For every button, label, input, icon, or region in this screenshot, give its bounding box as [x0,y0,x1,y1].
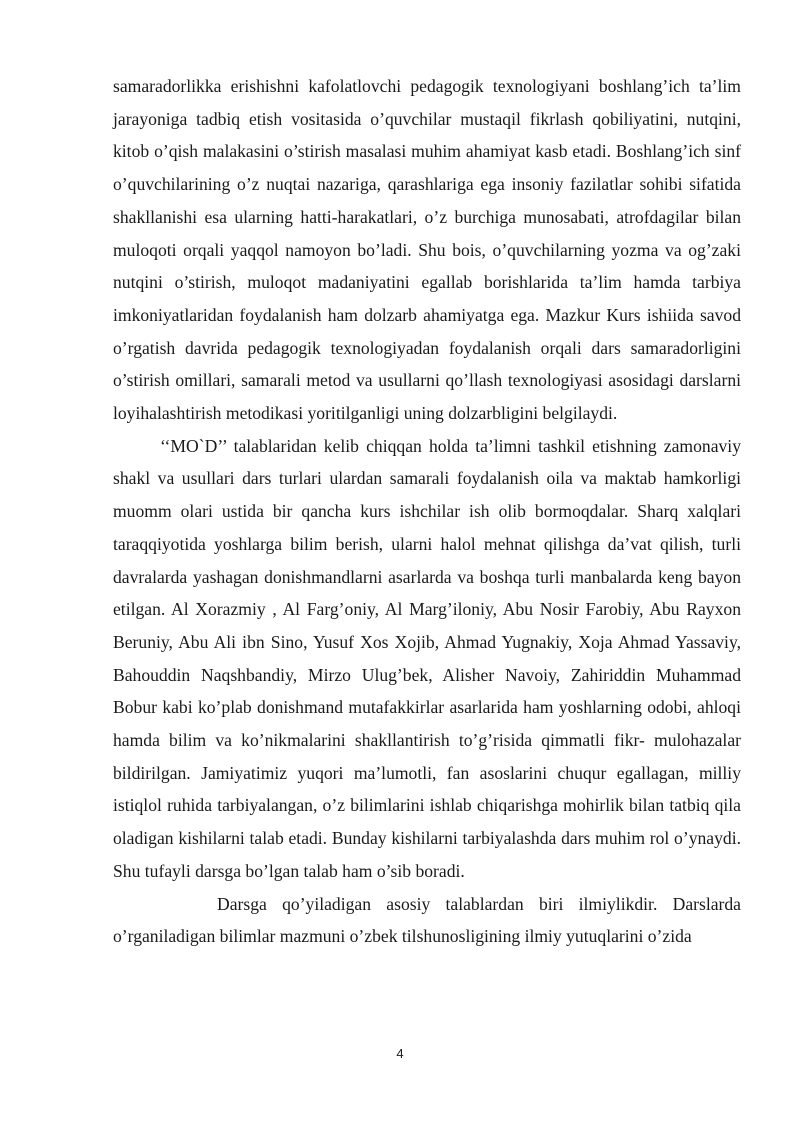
document-body [113,70,741,953]
paragraph-lesson-requirements: Darsga qo’yiladigan asosiy talablardan biri ilmiylikdir. Darslarda o’rganiladigan bilimlar mazmuni o’zbek tilshunosligining ilmiy yutuqlarini o’zida [113,893,741,947]
page-number: 4 [396,1046,404,1061]
paragraph-mod-requirements: ‘‘MO`D’’ talablaridan kelib chiqqan holda ta’limni tashkil etishning zamonaviy shakl va usullari dars turlari ulardan samarali foydalanish oila va maktab hamkorligi muomm olari ustida bir qancha kurs ishchilar ish olib bormoqdalar. Sharq xalqlari taraqqiyotida yoshlarga bilim berish, ularni halol mehnat qilishga da’vat qilish, turli davralarda yashagan donishmandlarni asarlarda va boshqa turli manbalarda keng bayon etilgan. Al Xorazmiy , Al Farg’oniy, Al Marg’iloniy, Abu Nosir Farobiy, Abu Rayxon Beruniy, Abu Ali ibn Sino, Yusuf Xos Xojib, Ahmad Yugnakiy, Xoja Ahmad Yassaviy, Bahouddin Naqshbandiy, Mirzo Ulug’bek, Alisher Navoiy, Zahiriddin Muhammad Bobur kabi ko’plab donishmand mutafakkirlar asarlarida ham yoshlarning odobi, ahloqi hamda bilim va ko’nikmalarini shakllantirish to’g’risida qimmatli fikr- mulohazalar bildirilgan. Jamiyatimiz yuqori ma’lumotli, fan asoslarini chuqur egallagan, milliy istiqlol ruhida tarbiyalangan, o’z bilimlarini ishlab chiqarishga mohirlik bilan tatbiq qila oladigan kishilarni talab etadi. Bunday kishilarni tarbiyalashda dars muhim rol o’ynaydi. Shu tufayli darsga bo’lgan talab ham o’sib boradi. [113,435,741,881]
paragraph-continuation: samaradorlikka erishishni kafolatlovchi pedagogik texnologiyani boshlang’ich ta’lim jarayoniga tadbiq etish vositasida o’quvchilar mustaqil fikrlash qobiliyatini, nutqini, kitob o’qish malakasini o’stirish masalasi muhim ahamiyat kasb etadi. Boshlang’ich sinf o’quvchilarining o’z nuqtai nazariga, qarashlariga ega insoniy fazilatlar sohibi sifatida shakllanishi esa ularning hatti-harakatlari, o’z burchiga munosabati, atrofdagilar bilan muloqoti orqali yaqqol namoyon bo’ladi. Shu bois, o’quvchilarning yozma va og’zaki nutqini o’stirish, muloqot madaniyatini egallab borishlarida ta’lim hamda tarbiya imkoniyatlaridan foydalanish ham dolzarb ahamiyatga ega. Mazkur Kurs ishiida savod o’rgatish davrida pedagogik texnologiyadan foydalanish orqali dars samaradorligini o’stirish omillari, samarali metod va usullarni qo’llash texnologiyasi asosidagi darslarni loyihalashtirish metodikasi yoritilganligi uning dolzarbligini belgilaydi. [113,76,741,424]
